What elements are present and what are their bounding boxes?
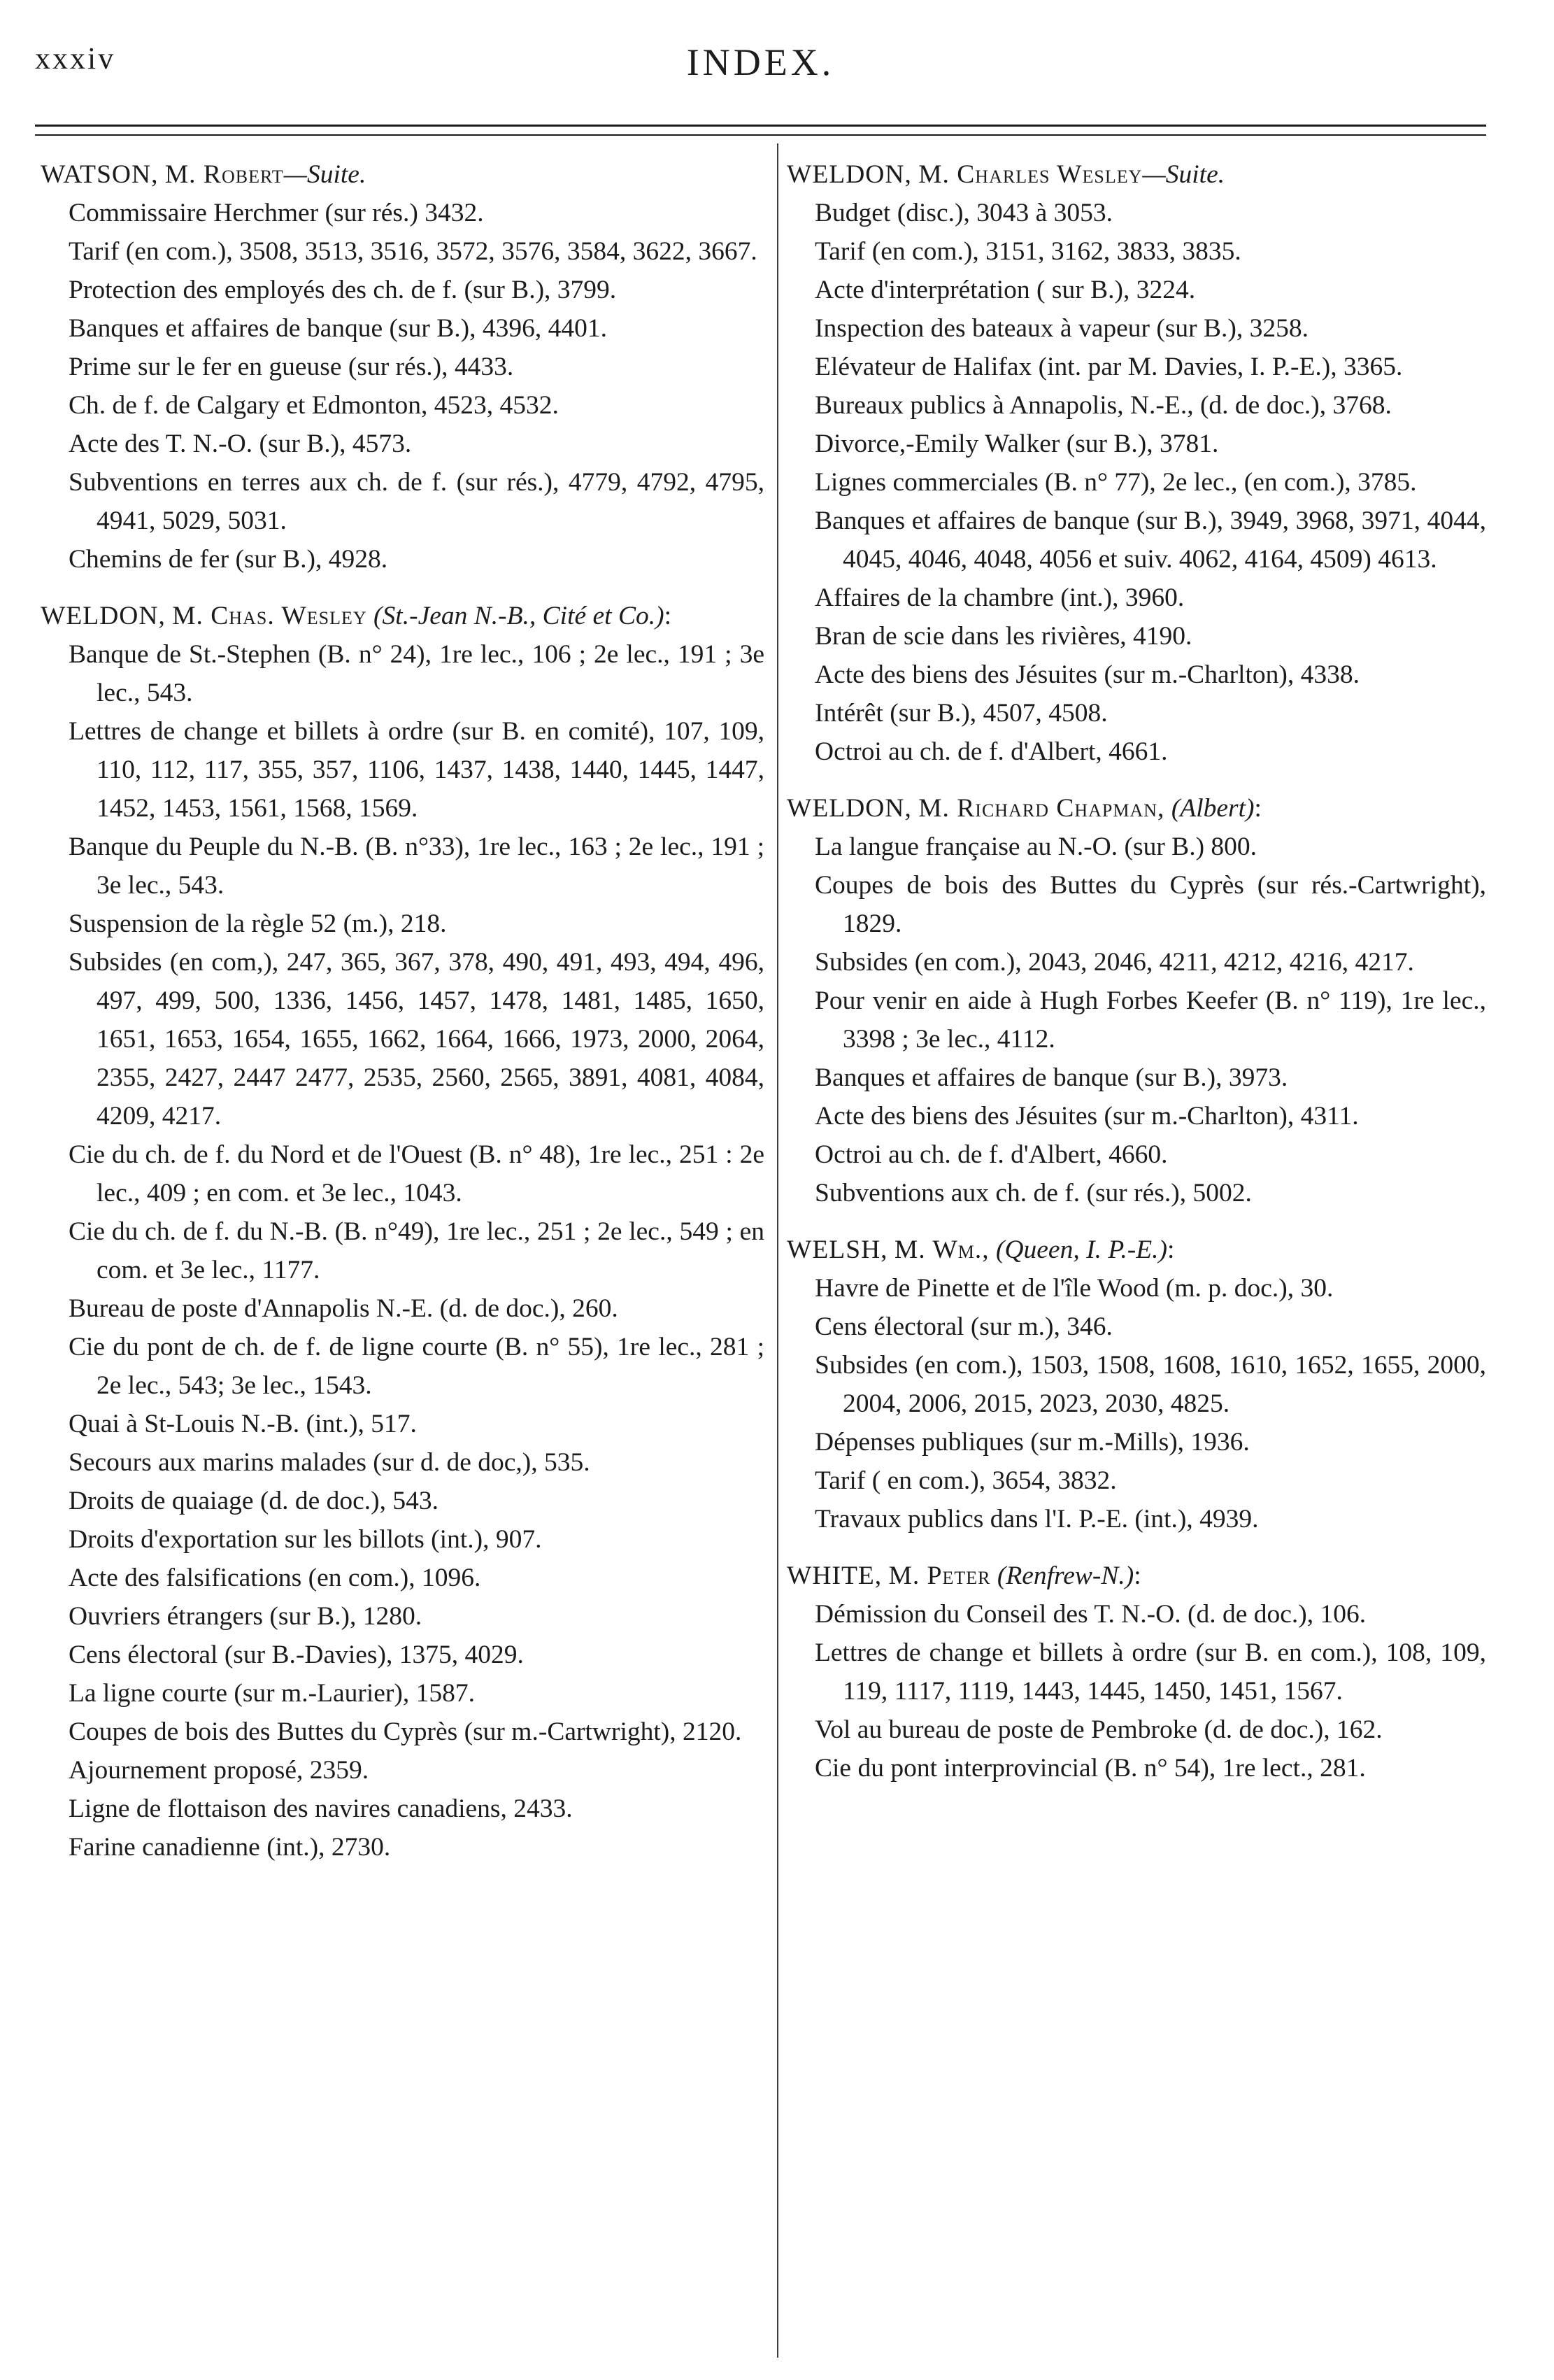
index-subentry: Tarif (en com.), 3508, 3513, 3516, 3572, 3576, 3584, 3622, 3667. xyxy=(69,237,757,266)
index-subentry: Droits d'exportation sur les billots (int.), 907. xyxy=(69,1525,542,1554)
index-entry xyxy=(787,1557,1486,1787)
index-entry xyxy=(787,789,1486,1212)
index-subentry: Acte des falsifications (en com.), 1096. xyxy=(69,1564,481,1592)
entry-riding: —Suite. xyxy=(1142,160,1225,189)
index-subentry: Droits de quaiage (d. de doc.), 543. xyxy=(69,1487,439,1515)
index-subentry: Cens électoral (sur B.-Davies), 1375, 4029. xyxy=(69,1641,524,1669)
index-subentry: Inspection des bateaux à vapeur (sur B.), 3258. xyxy=(815,314,1309,343)
running-head: INDEX. xyxy=(686,41,835,83)
entry-given-name: M. Chas. Wesley xyxy=(172,602,367,630)
index-subentry: Elévateur de Halifax (int. par M. Davies, I. P.-E.), 3365. xyxy=(815,353,1403,381)
index-subentry: Dépenses publiques (sur m.-Mills), 1936. xyxy=(815,1428,1250,1457)
index-subentry: Acte des biens des Jésuites (sur m.-Charlton), 4311. xyxy=(815,1102,1359,1131)
index-subentry: Bureaux publics à Annapolis, N.-E., (d. de doc.), 3768. xyxy=(815,391,1392,420)
index-subentry: Banques et affaires de banque (sur B.), 3949, 3968, 3971, 4044, 4045, 4046, 4048, 4056 et suiv. 4062, 4164, 4509) 4613. xyxy=(815,507,1486,574)
index-subentry: Cie du ch. de f. du Nord et de l'Ouest (B. n° 48), 1re lec., 251 : 2e lec., 409 ; en com. et 3e lec., 1043. xyxy=(69,1140,764,1207)
index-subentry: Tarif (en com.), 3151, 3162, 3833, 3835. xyxy=(815,237,1241,266)
index-subentry: Lignes commerciales (B. n° 77), 2e lec., (en com.), 3785. xyxy=(815,468,1417,497)
entry-heading xyxy=(787,1557,1486,1595)
index-subentry: Lettres de change et billets à ordre (sur B. en comité), 107, 109, 110, 112, 117, 355, 357, 1106, 1437, 1438, 1440, 1445, 1447, 1452, 1453, 1561, 1568, 1569. xyxy=(69,717,764,823)
entry-riding: (Renfrew-N.) xyxy=(997,1561,1134,1590)
entry-given-name: M. Richard Chapman, xyxy=(918,794,1165,823)
index-subentry: Subsides (en com.), 2043, 2046, 4211, 4212, 4216, 4217. xyxy=(815,948,1414,977)
index-entry xyxy=(787,1231,1486,1538)
index-subentry: Chemins de fer (sur B.), 4928. xyxy=(69,545,388,574)
entry-surname: WELDON, xyxy=(787,794,912,823)
entry-heading xyxy=(41,597,764,635)
entry-surname: WELSH, xyxy=(787,1235,888,1264)
column-divider xyxy=(777,143,778,2358)
index-entry xyxy=(41,155,764,579)
index-subentry: Octroi au ch. de f. d'Albert, 4660. xyxy=(815,1140,1168,1169)
index-subentry: Banque de St.-Stephen (B. n° 24), 1re lec., 106 ; 2e lec., 191 ; 3e lec., 543. xyxy=(69,640,764,707)
entry-heading xyxy=(41,155,764,194)
index-subentry: Divorce,-Emily Walker (sur B.), 3781. xyxy=(815,430,1219,458)
index-subentry: Cens électoral (sur m.), 346. xyxy=(815,1312,1113,1341)
entry-given-name: M. Robert xyxy=(164,160,284,189)
index-subentry: Tarif ( en com.), 3654, 3832. xyxy=(815,1466,1117,1495)
index-subentry: Affaires de la chambre (int.), 3960. xyxy=(815,583,1185,612)
entry-heading xyxy=(787,155,1486,194)
index-subentry: Subsides (en com,), 247, 365, 367, 378, 490, 491, 493, 494, 496, 497, 499, 500, 1336, 1456, 1457, 1478, 1481, 1485, 1650, 1651, 1653, 1654, 1655, 1662, 1664, 1666, 1973, 2000, 2064, 2355, 2427, 2447 2477, 2535, 2560, 2565, 3891, 4081, 4084, 4209, 4217. xyxy=(69,948,764,1131)
index-subentry: Cie du pont de ch. de f. de ligne courte (B. n° 55), 1re lec., 281 ; 2e lec., 543; 3e lec., 1543. xyxy=(69,1333,764,1400)
index-subentry: Banques et affaires de banque (sur B.), 4396, 4401. xyxy=(69,314,607,343)
index-subentry: La langue française au N.-O. (sur B.) 800. xyxy=(815,833,1257,861)
header-rule-thin xyxy=(35,134,1486,136)
header-rule xyxy=(35,125,1486,127)
entry-surname: WELDON, xyxy=(787,160,912,189)
index-subentry: Havre de Pinette et de l'île Wood (m. p. doc.), 30. xyxy=(815,1274,1334,1303)
index-subentry: Coupes de bois des Buttes du Cyprès (sur m.-Cartwright), 2120. xyxy=(69,1717,742,1746)
index-subentry: Prime sur le fer en gueuse (sur rés.), 4433. xyxy=(69,353,514,381)
index-subentry: Ligne de flottaison des navires canadiens, 2433. xyxy=(69,1794,573,1823)
index-subentry: Cie du pont interprovincial (B. n° 54), 1re lect., 281. xyxy=(815,1754,1366,1783)
index-subentry: La ligne courte (sur m.-Laurier), 1587. xyxy=(69,1679,476,1708)
index-subentry: Commissaire Herchmer (sur rés.) 3432. xyxy=(69,199,484,227)
page-number: xxxiv xyxy=(35,41,116,76)
index-subentry: Ajournement proposé, 2359. xyxy=(69,1756,369,1785)
entry-tail: : xyxy=(1134,1561,1141,1590)
index-subentry: Subventions en terres aux ch. de f. (sur rés.), 4779, 4792, 4795, 4941, 5029, 5031. xyxy=(69,468,764,535)
index-subentry: Octroi au ch. de f. d'Albert, 4661. xyxy=(815,737,1168,766)
entry-heading xyxy=(787,789,1486,828)
index-subentry: Subventions aux ch. de f. (sur rés.), 5002. xyxy=(815,1179,1252,1207)
index-subentry: Suspension de la règle 52 (m.), 218. xyxy=(69,909,447,938)
index-subentry: Coupes de bois des Buttes du Cyprès (sur rés.-Cartwright), 1829. xyxy=(815,871,1486,938)
left-column xyxy=(41,155,764,1885)
right-column xyxy=(787,155,1486,1806)
entry-tail: : xyxy=(1167,1235,1175,1264)
index-subentry: Acte des T. N.-O. (sur B.), 4573. xyxy=(69,430,412,458)
entry-given-name: M. Peter xyxy=(888,1561,991,1590)
index-subentry: Intérêt (sur B.), 4507, 4508. xyxy=(815,699,1108,728)
entry-surname: WHITE, xyxy=(787,1561,883,1590)
entry-given-name: M. Charles Wesley xyxy=(918,160,1143,189)
index-entry xyxy=(41,597,764,1867)
index-subentry: Vol au bureau de poste de Pembroke (d. de doc.), 162. xyxy=(815,1715,1383,1744)
index-subentry: Bureau de poste d'Annapolis N.-E. (d. de doc.), 260. xyxy=(69,1294,618,1323)
index-subentry: Cie du ch. de f. du N.-B. (B. n°49), 1re lec., 251 ; 2e lec., 549 ; en com. et 3e lec., 1177. xyxy=(69,1217,764,1284)
index-subentry: Banque du Peuple du N.-B. (B. n°33), 1re lec., 163 ; 2e lec., 191 ; 3e lec., 543. xyxy=(69,833,764,900)
entry-given-name: M. Wm., xyxy=(894,1235,990,1264)
index-subentry: Secours aux marins malades (sur d. de doc,), 535. xyxy=(69,1448,590,1477)
entry-tail: : xyxy=(1254,794,1262,823)
entry-riding: (Queen, I. P.-E.) xyxy=(995,1235,1168,1264)
index-subentry: Pour venir en aide à Hugh Forbes Keefer (B. n° 119), 1re lec., 3398 ; 3e lec., 4112. xyxy=(815,986,1486,1054)
index-subentry: Démission du Conseil des T. N.-O. (d. de doc.), 106. xyxy=(815,1600,1367,1629)
index-subentry: Acte d'interprétation ( sur B.), 3224. xyxy=(815,276,1196,304)
index-subentry: Travaux publics dans l'I. P.-E. (int.), 4939. xyxy=(815,1505,1259,1533)
entry-tail: : xyxy=(664,602,671,630)
entry-riding: —Suite. xyxy=(283,160,366,189)
entry-surname: WELDON, xyxy=(41,602,166,630)
entry-riding: (St.-Jean N.-B., Cité et Co.) xyxy=(373,602,664,630)
index-entry xyxy=(787,155,1486,771)
page-header xyxy=(35,41,1486,97)
index-subentry: Budget (disc.), 3043 à 3053. xyxy=(815,199,1113,227)
index-subentry: Lettres de change et billets à ordre (sur B. en com.), 108, 109, 119, 1117, 1119, 1443, 1445, 1450, 1451, 1567. xyxy=(815,1638,1486,1706)
index-subentry: Bran de scie dans les rivières, 4190. xyxy=(815,622,1192,651)
entry-riding: (Albert) xyxy=(1171,794,1255,823)
index-subentry: Farine canadienne (int.), 2730. xyxy=(69,1833,391,1862)
entry-surname: WATSON, xyxy=(41,160,159,189)
entry-heading xyxy=(787,1231,1486,1269)
index-subentry: Ch. de f. de Calgary et Edmonton, 4523, 4532. xyxy=(69,391,559,420)
index-subentry: Acte des biens des Jésuites (sur m.-Charlton), 4338. xyxy=(815,660,1360,689)
index-subentry: Ouvriers étrangers (sur B.), 1280. xyxy=(69,1602,422,1631)
index-subentry: Subsides (en com.), 1503, 1508, 1608, 1610, 1652, 1655, 2000, 2004, 2006, 2015, 2023, 2030, 4825. xyxy=(815,1351,1486,1418)
index-subentry: Protection des employés des ch. de f. (sur B.), 3799. xyxy=(69,276,617,304)
index-subentry: Quai à St-Louis N.-B. (int.), 517. xyxy=(69,1410,417,1438)
index-subentry: Banques et affaires de banque (sur B.), 3973. xyxy=(815,1063,1288,1092)
